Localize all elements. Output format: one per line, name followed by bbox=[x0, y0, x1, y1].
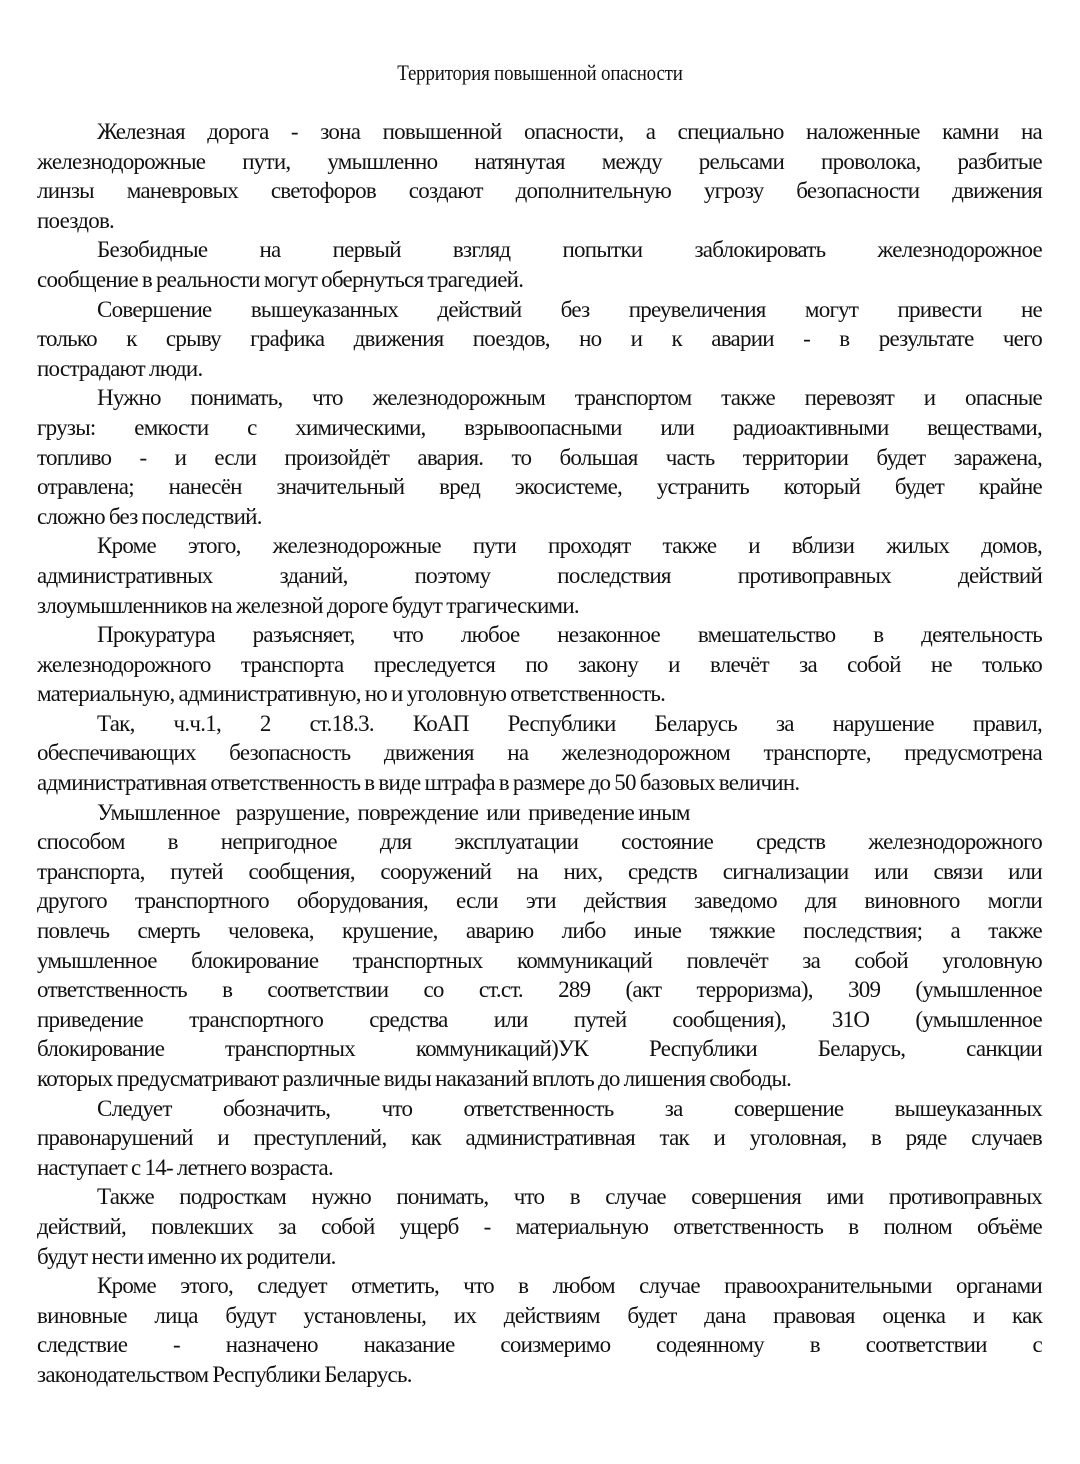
line-text: Железная дорога - зона повышенной опасности, а специально наложенные камни на bbox=[97, 119, 1042, 144]
line-text: материальную, административную, но и уголовную ответственность. bbox=[37, 681, 666, 707]
document-title: Территория повышенной опасности bbox=[397, 60, 683, 85]
text-line bbox=[37, 443, 1042, 473]
text-line bbox=[37, 827, 1042, 857]
document-body bbox=[37, 117, 1042, 1390]
line-text: сообщение в реальности могут обернуться трагедией. bbox=[37, 266, 524, 292]
text-line bbox=[37, 531, 1042, 561]
line-text: линзы маневровых светофоров создают дополнительную угрозу безопасности движения bbox=[37, 178, 1042, 204]
line-text: умышленное блокирование транспортных коммуникаций повлечёт за собой уголовную bbox=[37, 947, 1042, 973]
text-line bbox=[37, 295, 1042, 325]
text-line bbox=[37, 1182, 1042, 1212]
line-text: поездов. bbox=[37, 207, 115, 233]
line-text: приведение транспортного средства или путей сообщения), 31О (умышленное bbox=[37, 1006, 1042, 1032]
text-line bbox=[37, 591, 1042, 621]
text-line bbox=[37, 1034, 1042, 1064]
text-line bbox=[37, 1330, 1042, 1360]
text-line bbox=[37, 620, 1042, 650]
paragraph bbox=[37, 798, 1042, 1094]
line-text: пострадают люди. bbox=[37, 355, 203, 381]
text-line bbox=[37, 886, 1042, 916]
text-line bbox=[37, 147, 1042, 177]
text-line bbox=[37, 857, 1042, 887]
text-line bbox=[37, 1153, 1042, 1183]
line-text: транспорта, путей сообщения, сооружений на них, средств сигнализации или связи или bbox=[37, 858, 1042, 884]
line-text: Прокуратура разъясняет, что любое незаконное вмешательство в деятельность bbox=[97, 622, 1042, 648]
line-text: которых предусматривают различные виды наказаний вплоть до лишения свободы. bbox=[37, 1066, 792, 1091]
paragraph bbox=[37, 709, 1042, 798]
text-line bbox=[37, 798, 1042, 828]
line-text: правонарушений и преступлений, как административная так и уголовная, в ряде случаев bbox=[37, 1125, 1042, 1151]
line-text: способом в непригодное для эксплуатации состояние средств железнодорожного bbox=[37, 829, 1042, 855]
line-text: наступает с 14- летнего возраста. bbox=[37, 1154, 333, 1180]
text-line bbox=[37, 1360, 1042, 1390]
line-text: Безобидные на первый взгляд попытки заблокировать железнодорожное bbox=[97, 237, 1042, 263]
text-line bbox=[37, 324, 1042, 354]
text-line bbox=[37, 1005, 1042, 1035]
text-line bbox=[37, 1123, 1042, 1153]
paragraph bbox=[37, 1094, 1042, 1183]
line-text: железнодорожные пути, умышленно натянутая между рельсами проволока, разбитые bbox=[37, 148, 1042, 174]
text-line bbox=[37, 1094, 1042, 1124]
paragraph bbox=[37, 235, 1042, 294]
line-text: Умышленное разрушение, повреждение или приведение иным bbox=[97, 799, 690, 825]
text-line bbox=[37, 709, 1042, 739]
paragraph bbox=[37, 620, 1042, 709]
paragraph bbox=[37, 383, 1042, 531]
text-line bbox=[37, 354, 1042, 384]
line-text: виновные лица будут установлены, их действиям будет дана правовая оценка и как bbox=[37, 1302, 1042, 1328]
text-line bbox=[37, 265, 1042, 295]
text-line bbox=[37, 383, 1042, 413]
text-line bbox=[37, 738, 1042, 768]
line-text: блокирование транспортных коммуникаций)УК Республики Беларусь, санкции bbox=[37, 1036, 1042, 1062]
line-text: ответственность в соответствии со ст.ст. 289 (акт терроризма), 309 (умышленное bbox=[37, 977, 1042, 1003]
line-text: следствие - назначено наказание соизмеримо содеянному в соответствии с bbox=[37, 1332, 1042, 1358]
line-text: обеспечивающих безопасность движения на железнодорожном транспорте, предусмотрена bbox=[37, 740, 1042, 766]
text-line bbox=[37, 206, 1042, 236]
text-line bbox=[37, 235, 1042, 265]
line-text: только к срыву графика движения поездов, но и к аварии - в результате чего bbox=[37, 326, 1042, 352]
text-line bbox=[37, 768, 1042, 798]
text-line bbox=[37, 1242, 1042, 1272]
line-text: отравлена; нанесён значительный вред экосистеме, устранить который будет крайне bbox=[37, 474, 1042, 500]
text-line bbox=[37, 117, 1042, 147]
text-line bbox=[37, 1301, 1042, 1331]
text-line bbox=[37, 176, 1042, 206]
line-text: будут нести именно их родители. bbox=[37, 1243, 336, 1269]
line-text: Совершение вышеуказанных действий без преувеличения могут привести не bbox=[97, 296, 1042, 322]
line-text: грузы: емкости с химическими, взрывоопасными или радиоактивными веществами, bbox=[37, 414, 1042, 440]
line-text: Кроме этого, железнодорожные пути проходят также и вблизи жилых домов, bbox=[97, 533, 1042, 559]
line-text: повлечь смерть человека, крушение, аварию либо иные тяжкие последствия; а также bbox=[37, 918, 1042, 944]
text-line bbox=[37, 1212, 1042, 1242]
line-text: железнодорожного транспорта преследуется по закону и влечёт за собой не только bbox=[37, 651, 1042, 677]
text-line bbox=[37, 502, 1042, 532]
line-text: законодательством Республики Беларусь. bbox=[37, 1361, 412, 1387]
line-text: действий, повлекших за собой ущерб - материальную ответственность в полном объёме bbox=[37, 1213, 1042, 1239]
text-line bbox=[37, 975, 1042, 1005]
text-line bbox=[37, 946, 1042, 976]
line-text: Так, ч.ч.1, 2 ст.18.3. КоАП Республики Беларусь за нарушение правил, bbox=[97, 710, 1042, 736]
line-text: административная ответственность в виде штрафа в размере до 50 базовых величин. bbox=[37, 770, 800, 796]
text-line bbox=[37, 413, 1042, 443]
paragraph bbox=[37, 531, 1042, 620]
line-text: Нужно понимать, что железнодорожным транспортом также перевозят и опасные bbox=[97, 385, 1042, 411]
line-text: Также подросткам нужно понимать, что в случае совершения ими противоправных bbox=[97, 1184, 1042, 1210]
text-line bbox=[37, 916, 1042, 946]
paragraph bbox=[37, 117, 1042, 235]
line-text: сложно без последствий. bbox=[37, 503, 262, 529]
line-text: злоумышленников на железной дороге будут трагическими. bbox=[37, 592, 579, 618]
text-line bbox=[37, 679, 1042, 709]
text-line bbox=[37, 1271, 1042, 1301]
paragraph bbox=[37, 1271, 1042, 1389]
line-text: Кроме этого, следует отметить, что в любом случае правоохранительными органами bbox=[97, 1273, 1042, 1299]
text-line bbox=[37, 650, 1042, 680]
line-text: другого транспортного оборудования, если эти действия заведомо для виновного могли bbox=[37, 888, 1042, 914]
line-text: топливо - и если произойдёт авария. то большая часть территории будет заражена, bbox=[37, 444, 1042, 470]
line-text: Следует обозначить, что ответственность за совершение вышеуказанных bbox=[97, 1095, 1042, 1121]
paragraph bbox=[37, 295, 1042, 384]
text-line bbox=[37, 472, 1042, 502]
text-line bbox=[37, 1064, 1042, 1094]
paragraph bbox=[37, 1182, 1042, 1271]
line-text: административных зданий, поэтому последствия противоправных действий bbox=[37, 562, 1042, 588]
text-line bbox=[37, 561, 1042, 591]
